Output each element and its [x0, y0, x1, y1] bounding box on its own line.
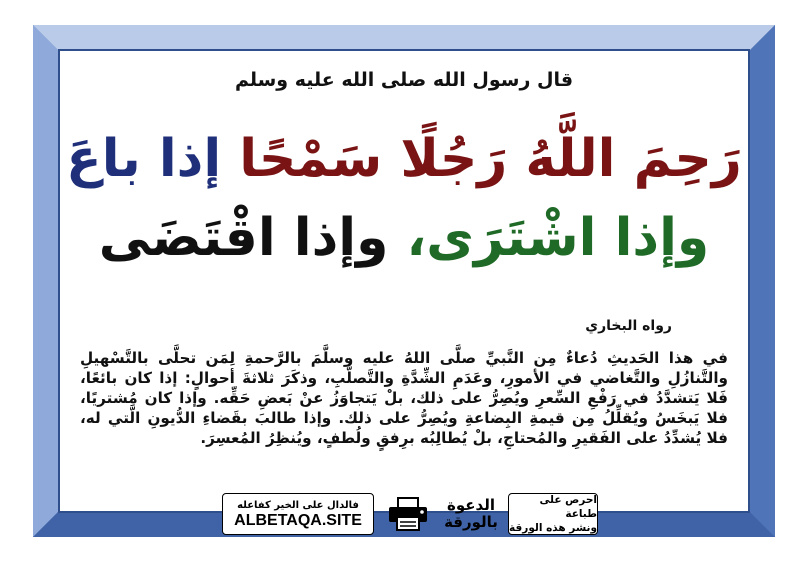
intro-text: قال رسول الله صلى الله عليه وسلم — [234, 69, 574, 91]
hadith-source: رواه البخاري — [585, 318, 672, 334]
explanation-text: في هذا الحَديثِ دُعاءٌ مِن النَّبيِّ صلَّى اللهُ عليه وسلَّمَ بالرَّحمةِ لِمَن تحلَّى بالتَّسْهيلِ والتَّنازُلِ والتَّغاضي في الأمورِ، وعَدَمِ الشِّدَّةِ والتَّصلُّبِ، وذكَرَ ثلاثةَ أحوالٍ: إذا كان بائعًا، فَلا يَتشدَّدُ في رَفْعِ السِّعرِ ويُصِرُّ على ذلك، بلْ يَتجاوَزُ عنْ بَعضِ حَقِّه. وإذا كان مُشتريًا، فلا يَبخَسُ ويُقلِّلُ مِن قيمةِ البِضاعةِ ويُصِرُّ على ذلك. وإذا طالبَ بقَضاءِ الدُّيونِ الَّتي له، فلا يُشدِّدُ على الفَقيرِ والمُحتاجِ، بلْ يُطالِبُه برِفقٍ ولُطفٍ، ويُنظِرُ المُعسِرَ. — [80, 349, 728, 447]
hadith-part-green: وإذا اشْتَرَى، — [406, 208, 710, 268]
footer — [200, 493, 598, 535]
hadith-part-blue: إذا باعَ — [66, 129, 240, 189]
print-note-line-2: ونشر هذه الورقة — [509, 522, 597, 534]
print-note-box — [508, 493, 598, 535]
logo-line-1: الدعوة — [447, 496, 495, 514]
logo-line-2: بالورقة — [444, 513, 498, 531]
logo — [442, 494, 500, 534]
hadith-part-black: وإذا اقْتَضَى — [98, 208, 407, 268]
print-note-line-1: احرص على طباعة — [539, 494, 597, 520]
hadith-line-1 — [60, 129, 748, 189]
printer-icon — [382, 494, 434, 534]
site-box — [222, 493, 374, 535]
frame-bevel-left — [33, 25, 59, 537]
site-url: ALBETAQA.SITE — [234, 511, 362, 529]
content-panel — [60, 51, 748, 511]
frame-bevel-right — [749, 25, 775, 537]
hadith-part-red: رَحِمَ اللَّهُ رَجُلًا سَمْحًا — [239, 129, 742, 189]
site-tagline: فالدال على الخير كفاعله — [237, 499, 359, 511]
frame-bevel-top — [33, 25, 775, 51]
hadith-line-2 — [60, 208, 748, 268]
printer-icon-graphic — [386, 496, 430, 532]
